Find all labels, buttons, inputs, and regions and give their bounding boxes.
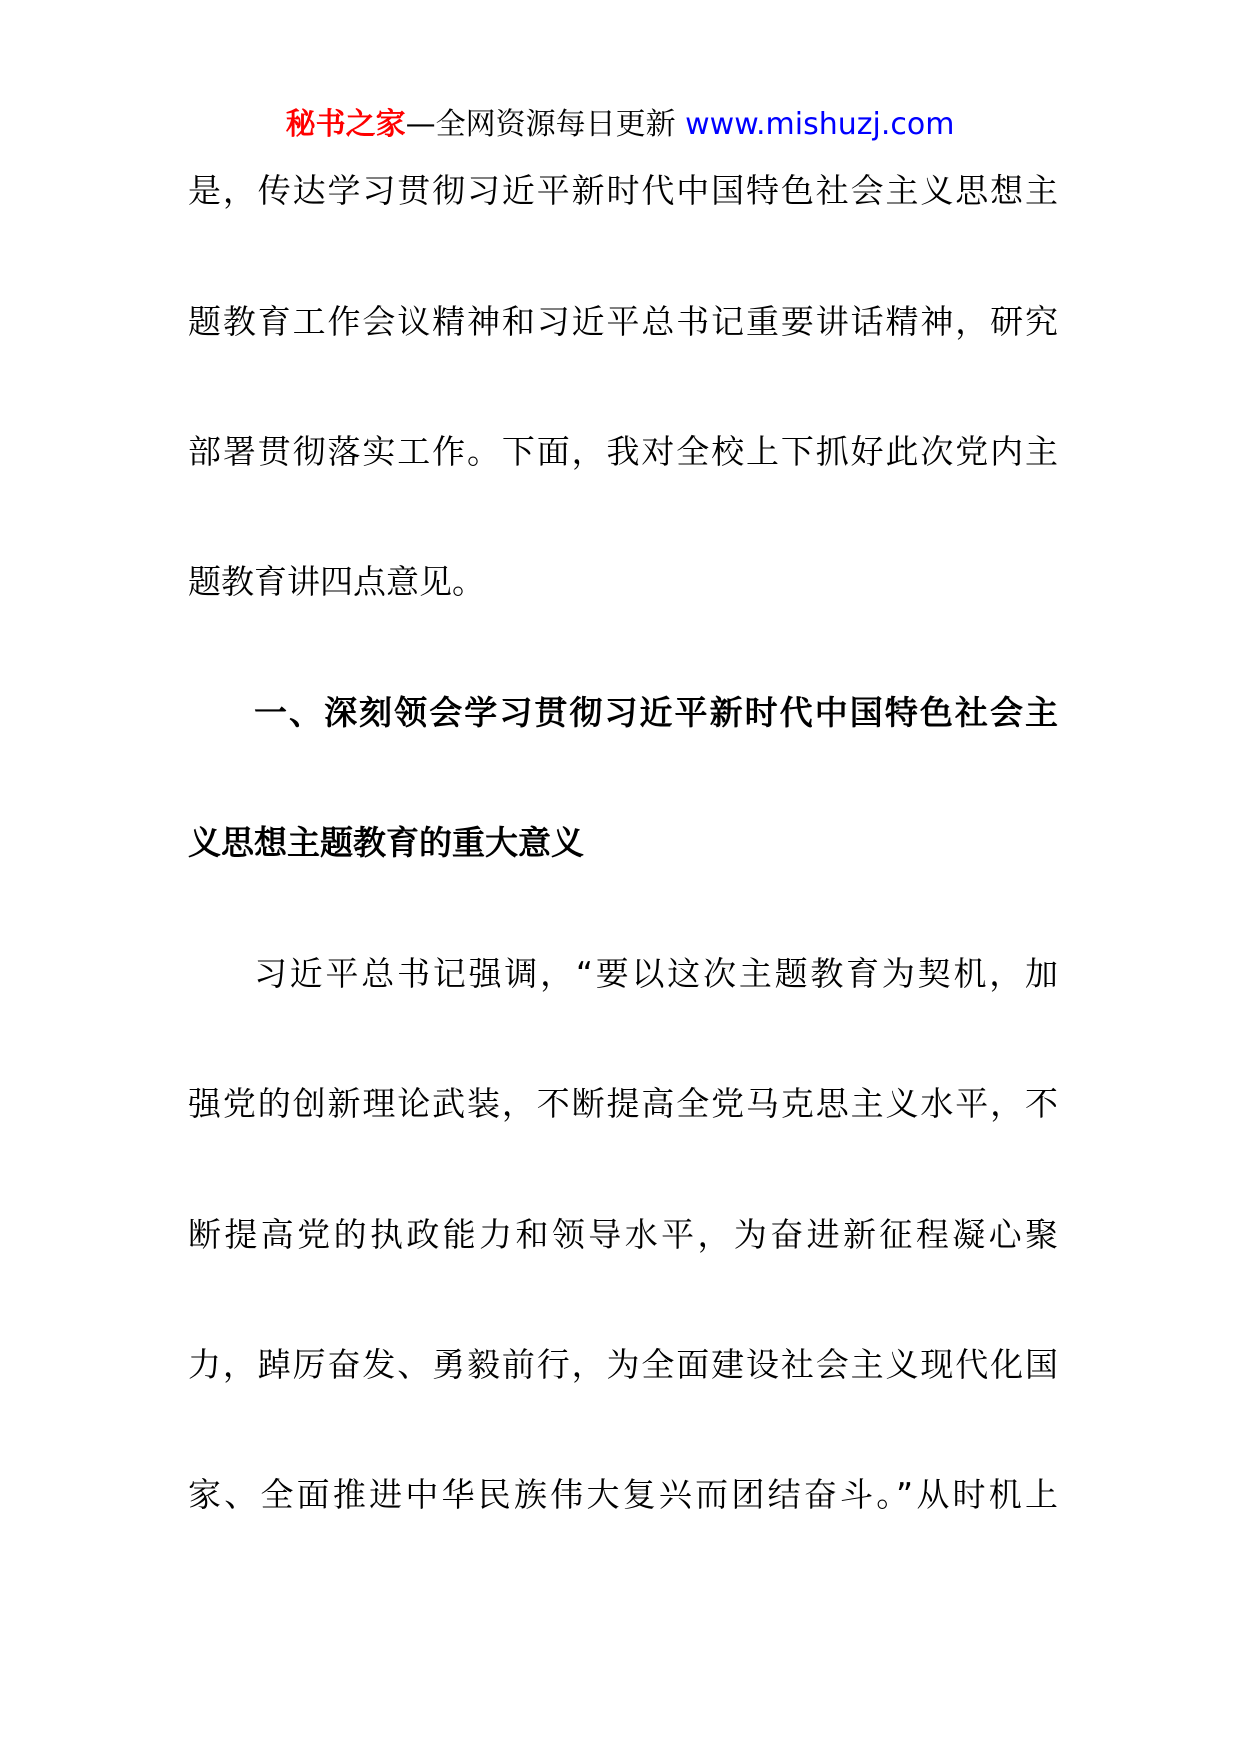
brand-name: 秘书之家 xyxy=(285,107,406,142)
paragraph-line: 习近平总书记强调，“要以这次主题教育为契机，加 xyxy=(254,954,1058,993)
paragraph-line: 力，踔厉奋发、勇毅前行，为全面建设社会主义现代化国 xyxy=(188,1345,1058,1384)
header-slogan: —全网资源每日更新 xyxy=(405,107,676,142)
paragraph-line: 是，传达学习贯彻习近平新时代中国特色社会主义思想主 xyxy=(188,171,1058,210)
paragraph-line: 部署贯彻落实工作。下面，我对全校上下抓好此次党内主 xyxy=(188,432,1058,471)
paragraph-line: 强党的创新理论武装，不断提高全党马克思主义水平，不 xyxy=(188,1084,1058,1123)
paragraph-line: 题教育工作会议精神和习近平总书记重要讲话精神，研究 xyxy=(188,302,1058,341)
section-heading-line: 义思想主题教育的重大意义 xyxy=(188,823,584,862)
paragraph-line: 断提高党的执政能力和领导水平，为奋进新征程凝心聚 xyxy=(188,1215,1058,1254)
site-header xyxy=(0,103,1240,147)
site-url-link[interactable]: www.mishuzj.com xyxy=(685,107,955,142)
paragraph-line: 题教育讲四点意见。 xyxy=(188,562,485,601)
section-heading-line: 一、深刻领会学习贯彻习近平新时代中国特色社会主 xyxy=(254,693,1058,732)
paragraph-line: 家、全面推进中华民族伟大复兴而团结奋斗。”从时机上 xyxy=(188,1475,1058,1514)
